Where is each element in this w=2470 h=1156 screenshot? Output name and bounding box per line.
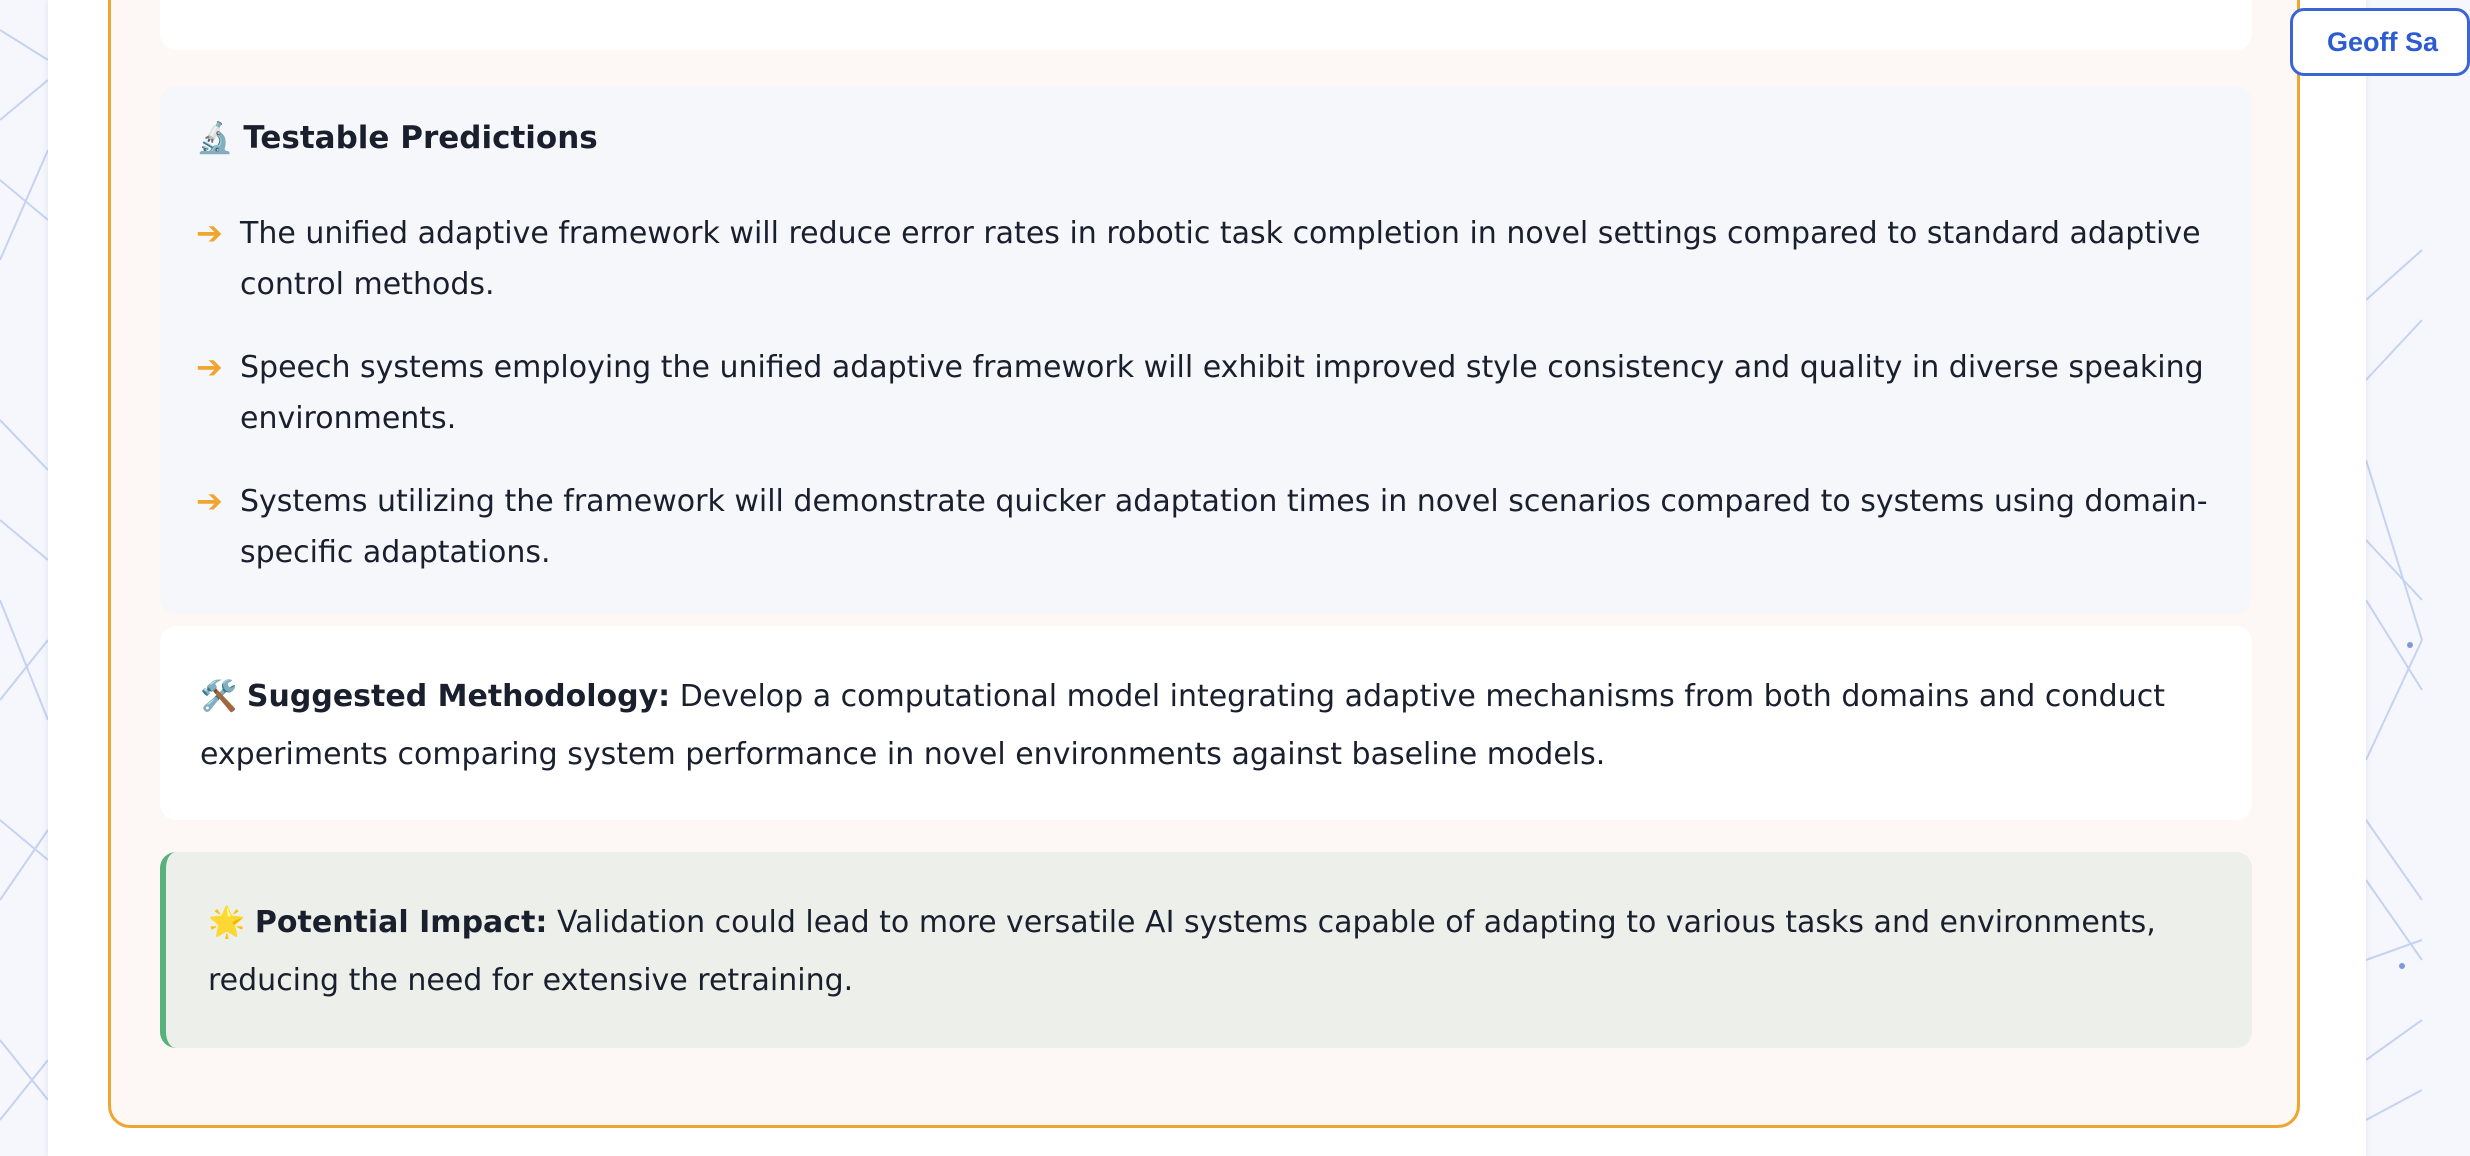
arrow-right-icon: ➔ — [196, 482, 223, 520]
methodology-label: Suggested Methodology: — [246, 679, 671, 714]
tools-icon: 🛠️ — [200, 679, 238, 714]
arrow-right-icon: ➔ — [196, 214, 223, 252]
testable-predictions-title: Testable Predictions — [243, 120, 598, 156]
arrow-right-icon: ➔ — [196, 348, 223, 386]
prediction-item — [196, 476, 2226, 578]
methodology-text: Develop a computational model integrating adaptive mechanisms from both domains and conduct experiments comparing system performance in novel environments against baseline models. — [200, 679, 2165, 772]
glowing-star-icon: 🌟 — [208, 905, 246, 940]
testable-predictions-heading — [196, 120, 598, 156]
potential-impact-section — [160, 852, 2252, 1048]
user-name-button[interactable]: Geoff Sa — [2290, 8, 2470, 76]
testable-predictions-section — [160, 86, 2252, 614]
previous-section-block — [160, 0, 2252, 50]
impact-text: Validation could lead to more versatile AI systems capable of adapting to various tasks and environments, reducing the need for extensive retraining. — [208, 905, 2156, 998]
prediction-text: Systems utilizing the framework will demonstrate quicker adaptation times in novel scenarios compared to systems using domain-specific adaptations. — [240, 484, 2208, 570]
prediction-text: Speech systems employing the unified adaptive framework will exhibit improved style consistency and quality in diverse speaking environments. — [240, 350, 2204, 436]
prediction-item — [196, 208, 2226, 310]
suggested-methodology-section — [160, 626, 2252, 820]
impact-label: Potential Impact: — [254, 905, 548, 940]
microscope-icon: 🔬 — [196, 120, 234, 156]
prediction-item — [196, 342, 2226, 444]
prediction-text: The unified adaptive framework will reduce error rates in robotic task completion in novel settings compared to standard adaptive control methods. — [240, 216, 2201, 302]
